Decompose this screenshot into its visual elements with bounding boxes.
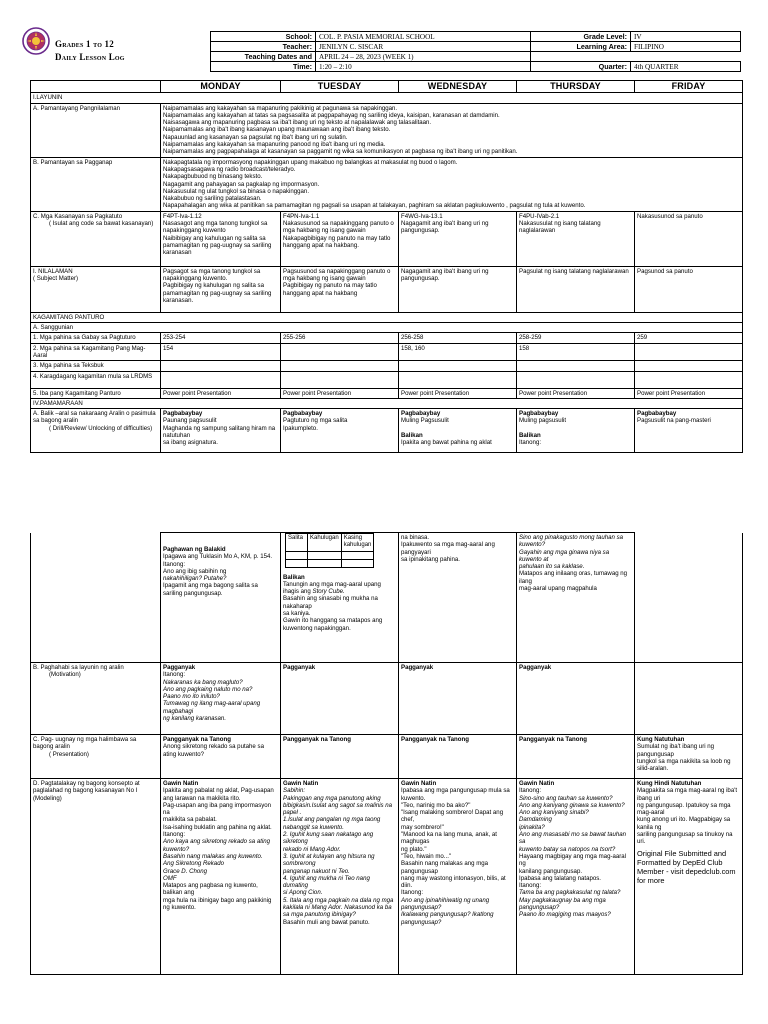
cell: Pangganyak na Tanong (399, 735, 517, 779)
cell: Power point Presentation (161, 388, 281, 398)
row-label: B. Pamantayan sa Pagganap (31, 157, 161, 211)
lesson-table-2 (30, 532, 743, 975)
row-nilalaman (31, 266, 743, 312)
cell: Power point Presentation (517, 388, 635, 398)
cell: Pagsunod sa panuto (635, 266, 743, 312)
cell: F4PT-Iva-1.12 Nasasagot ang mga tanong tungkol sa napakinggang kuwento Naibibigay ang kahulugan ng salita sa pamamagitan ng pag-uugnay sa sariling karanasan (161, 211, 281, 266)
school-value: COL. P. PASIA MEMORIAL SCHOOL (316, 32, 531, 42)
cell: Pagganyak (399, 663, 517, 735)
section-pamamaraan: IV.PAMAMARAAN (31, 398, 743, 408)
day-thursday: THURSDAY (517, 81, 635, 93)
row-label: B. Paghahabi sa layunin ng aralin (Motivation) (31, 663, 161, 735)
cell: F4PN-Iva-1.1 Nakasusunod sa napakinggang panuto o mga hakbang ng isang gawain Nakapagbibigay ng panuto na may tatlo hanggang apat na hakbang. (281, 211, 399, 266)
header-info-table (210, 31, 741, 72)
time-label: Time: (211, 62, 316, 72)
row-iba-pang-kagamitan (31, 388, 743, 398)
cell: Power point Presentation (399, 388, 517, 398)
deped-seal-icon (22, 27, 50, 55)
row-continuation (31, 533, 743, 663)
row-label: I. NILALAMAN ( Subject Matter) (31, 266, 161, 312)
cell: Gawin Natin Ipakita ang pabalat ng aklat, Pag-usapan ang larawan na makikita rito. Pag-usapan ang iba pang impormasyon na makikita sa pabalat. Isa-isahing buklatin ang pahina ng aklat. Itanong: Ano kaya ang sikretong rekado sa ating kuwento? Basahin nang malakas ang kuwento. Ang Sikretong Rekado Grace D. Chong OMF Matapos ang pagbasa ng kuwento, balikan ang mga hula na ibinigay bago ang pakikinig ng kuwento. (161, 779, 281, 975)
vocab-mini-table: Salita Kahulugan Kasing kahulugan (285, 533, 374, 568)
grade-label: Grade Level: (531, 32, 631, 42)
row-presentation (31, 735, 743, 779)
section-kagamitan: KAGAMITANG PANTURO (31, 312, 743, 322)
row-motivation (31, 663, 743, 735)
row-sanggunian: A. Sanggunian (31, 323, 743, 333)
logo-title: Grades 1 to 12 Daily Lesson Log (55, 39, 125, 62)
cell: na binasa. Ipakuwento sa mga mag-aaral ang pangyayari sa ipinakitang pahina. (399, 533, 517, 663)
cell: Power point Presentation (635, 388, 743, 398)
teacher-value: JENILYN C. SISCAR (316, 42, 531, 52)
cell: Sino ang pinakagusto mong tauhan sa kuwento? Gayahin ang mga ginawa niya sa kuwento at pahulaan ito sa kaklase. Matapos ang inilaang oras, tumawag ng ilang mag-aaral upang magpahula (517, 533, 635, 663)
section-layunin: I.LAYUNIN (31, 93, 743, 103)
area-label: Learning Area: (531, 42, 631, 52)
row-label: C. Pag- uugnay ng mga halimbawa sa bagong aralin ( Presentation) (31, 735, 161, 779)
row-teksbuk (31, 361, 743, 371)
cell: 253-254 (161, 333, 281, 343)
cell: Kung Hindi Natutuhan Magpakita sa mga mag-aaral ng iba't ibang uri ng pangungusap. Ipatukoy sa mga mag-aaral kung anong uri ito. Magpabigay sa kanila ng sariling pangungusap sa tinukoy na uri. Original File Submitted and Formatted by DepEd Club Member - visit depedclub.com for more (635, 779, 743, 975)
cell: Power point Presentation (281, 388, 399, 398)
cell: Pagsulat ng isang talatang naglalarawan (517, 266, 635, 312)
cell: 258-259 (517, 333, 635, 343)
cell: 259 (635, 333, 743, 343)
cell: Gawin Natin Itanong: Sino-sino ang tauhan sa kuwento? Ano ang kaniyang ginawa sa kuwento? Ano ang kaniyang sinabi? Damdaming ipinakita? Ano ang masasabi mo sa bawat tauhan sa kuwento batay sa natopos na tsort? Hayaang magbigay ang mga mag-aaral ng kanilang pangungusap. Ipabasa ang talatang natapos. Itanong: Tama ba ang pagkakasulat ng talata? May pagkakaugnay ba ang mga pangungusap? Paano ito magiging mas maayos? (517, 779, 635, 975)
cell: Pagsusunod sa napakinggang panuto o mga hakbang ng isang gawain Pagbibigay ng panuto na may tatlo hanggang apat na hakbang (281, 266, 399, 312)
cell: F4WG-Iva-13.1 Nagagamit ang iba't ibang uri ng pangungusap. (399, 211, 517, 266)
row-pamantayan-sa-pagganap (31, 157, 743, 211)
cell: 255-256 (281, 333, 399, 343)
row-kasanayan (31, 211, 743, 266)
lesson-log-page-2 (0, 524, 768, 1024)
cell: 154 (161, 343, 281, 361)
row-label: C. Mga Kasanayan sa Pagkatuto ( Isulat ang code sa bawat kasanayan) (31, 211, 161, 266)
cell: Pagganyak (281, 663, 399, 735)
row-label: 2. Mga pahina sa Kagamitang Pang Mag-Aaral (31, 343, 161, 361)
row-label: D. Pagtatalakay ng bagong konsepto at paglalahad ng bagong kasanayan No I (Modeling) (31, 779, 161, 975)
cell: Nagagamit ang iba't ibang uri ng pangungusap. (399, 266, 517, 312)
cell: 256-258 (399, 333, 517, 343)
row-modeling (31, 779, 743, 975)
row-label: 3. Mga pahina sa Teksbuk (31, 361, 161, 371)
cell (281, 343, 399, 361)
quarter-value: 4th QUARTER (631, 62, 741, 72)
area-value: FILIPINO (631, 42, 741, 52)
cell: F4PU-IVab-2.1 Nakasusulat ng isang talatang naglalarawan (517, 211, 635, 266)
cell: Pagganyak (517, 663, 635, 735)
cell: Paghawan ng Balakid Ipagawa ang Tuklasin Mo A, KM, p. 154. Itanong: Ano ang ibig sabihin ng nakahihiligan? Putahe? Ipagamit ang mga bagong salita sa sariling pangungusap. (161, 533, 281, 663)
cell: Gawin Natin Sabihin: Pakinggan ang mga panutong aking bibigkasin.Isulat ang sagot sa malinis na papel . 1.Isulat ang pangalan ng mga taong nabanggit sa kuwento. 2. Iguhit kung saan nakatago ang sikretong rekado ni Mang Ador. 3. Iguhit at kulayan ang hitsura ng sombrerong panganap nakuot ni Teo. 4. Iguhit ang mukha ni Teo nang dumating si Apong Cion. 5. Itala ang mga pagkain na dala ng mga kakilala ni Mang Ador. Nakasunod ka ba sa mga panutong ibinigay? Basahin muli ang bawat panuto. (281, 779, 399, 975)
day-tuesday: TUESDAY (281, 81, 399, 93)
cell: Pagbabaybay Pagtuturo ng mga salita Ipakumpleto. (281, 409, 399, 453)
row-label: 4. Karagdagang kagamitan mula sa LRDMS (31, 371, 161, 388)
cell: Pangganyak na Tanong Anong sikretong rekado sa putahe sa ating kuwento? (161, 735, 281, 779)
cell: Pagganyak Itanong: Nakaranas ka bang magluto? Ano ang pagkaing naluto mo na? Paano mo ito iniluto? Tumawag ng ilang mag-aaral upang magbahagi ng kanilang karanasan. (161, 663, 281, 735)
quarter-label: Quarter: (531, 62, 631, 72)
row-label: A. Pamantayang Pangnilalaman (31, 103, 161, 157)
day-header-row (31, 81, 743, 93)
cell (635, 343, 743, 361)
lesson-log-page-1 (0, 0, 768, 470)
cell: Pagbabaybay Muling Pagsusulit Balikan Ipakita ang bawat pahina ng aklat (399, 409, 517, 453)
dates-label: Teaching Dates and (211, 52, 316, 62)
lines-a: Naipamamalas ang kakayahan sa mapanuring pakikinig at pagunawa sa napakinggan. Naipamamalas ang kakayahan at tatas sa pagsasalita at pagpapahayag ng sariling ideya, kaisipan, karanasan at damdamin. Naisasagawa ang mapanuring pagbasa sa iba't ibang uri ng teksto at napalalawak ang talasalitaan. Naipamamalas ang iba't ibang kasanayan upang maunawaan ang iba't ibang teksto. Napauunlad ang kasanayan sa pagsulat ng iba't ibang uri ng sulatin. Naipamamalas ang kakayahan sa mapanuring panood ng iba't ibang uri ng media. Naipamamalas ang pagpapahalaga at kasanayan sa paggamit ng wika sa komunikasyon at pagbasa ng iba't ibang uri ng panitikan. (161, 103, 743, 157)
cell: Salita Kahulugan Kasing kahulugan Balikan Tanungin ang mga mag-aaral upang ihagis ang Story Cube. Basahin ang sinasabi ng mukha na nakaharap sa kaniya. Gawin ito hanggang sa matapos ang kuwentong napakinggan. (281, 533, 399, 663)
school-label: School: (211, 32, 316, 42)
row-label: 1. Mga pahina sa Gabay sa Pagtuturo (31, 333, 161, 343)
time-value: 1:20 – 2:10 (316, 62, 531, 72)
cell: Pagsagot sa mga tanong tungkol sa napakinggang kuwento. Pagbibigay ng kahulugan ng salita sa pamamagitan ng pag-uugnay sa sariling karanasan. (161, 266, 281, 312)
row-lrdms (31, 371, 743, 388)
lines-b: Nakapagtatala ng impormasyong napakinggan upang makabuo ng balangkas at makasulat ng buod o lagom. Nakapagsasagawa ng radio broadcast/teleradyo. Nakapagbubuod ng binasang teksto. Nagagamit ang pahayagan sa pagkalap ng impormasyon. Nakasusulat ng ulat tungkol sa binasa o napakinggan. Nakabubuo ng sariling patalastasan. Napapahalagan ang wika at panitikan sa pamamagitan ng pagsali sa usapan at talakayan, paghiram sa aklatan pagkukuwento , pagsulat ng tula at kuwento. (161, 157, 743, 211)
cell: Gawin Natin Ipabasa ang mga pangungusap mula sa kuwento. "Teo, narinig mo ba ako?" "Isang malaking sombrero! Dapat ang chef, may sombrero!" "Manood ka na lang muna, anak, at maghugas ng plato." "Teo, hiwain mo..." Basahin nang malakas ang mga pangungusap nang may wastong intonasyon, bilis, at diin. Itanong: Ano ang ipinahihiwatig ng unang pangungusap? Ikalawang pangungusap? Ikatlong pangungusap? (399, 779, 517, 975)
row-pamantayang-pangnilalaman (31, 103, 743, 157)
row-label: A. Balik –aral sa nakaraang Aralin o pasimula sa bagong aralin ( Drill/Review/ Unlocking of difficulties) (31, 409, 161, 453)
teacher-label: Teacher: (211, 42, 316, 52)
row-gabay (31, 333, 743, 343)
cell: Pagbabaybay Muling pagsusulit Balikan Itanong: (517, 409, 635, 453)
row-kagamitang-pang-mag-aaral (31, 343, 743, 361)
cell: Pagbabaybay Paunang pagsusulit Maghanda ng sampung salitang hiram na natutuhan sa ibang asignatura. (161, 409, 281, 453)
cell: Kung Natutuhan Sumulat ng iba't ibang uri ng pangungusap tungkol sa mga nakikita sa loob ng silid-aralan. (635, 735, 743, 779)
cell: 158 (517, 343, 635, 361)
row-balik-aral (31, 409, 743, 453)
credit-note: Original File Submitted and Formatted by DepEd Club Member - visit depedclub.com for more (637, 848, 736, 885)
cell: Pangganyak na Tanong (517, 735, 635, 779)
dates-value: APRIL 24 – 28, 2023 (WEEK 1) (316, 52, 531, 62)
day-monday: MONDAY (161, 81, 281, 93)
lesson-table-1 (30, 80, 743, 453)
cell: Nakasusunod sa panuto (635, 211, 743, 266)
cell: Pagbabaybay Pagsusulit na pang-masteri (635, 409, 743, 453)
day-wednesday: WEDNESDAY (399, 81, 517, 93)
day-friday: FRIDAY (635, 81, 743, 93)
row-label: 5. Iba pang Kagamitang Panturo (31, 388, 161, 398)
cell: 158, 160 (399, 343, 517, 361)
cell: Pangganyak na Tanong (281, 735, 399, 779)
grade-value: IV (631, 32, 741, 42)
